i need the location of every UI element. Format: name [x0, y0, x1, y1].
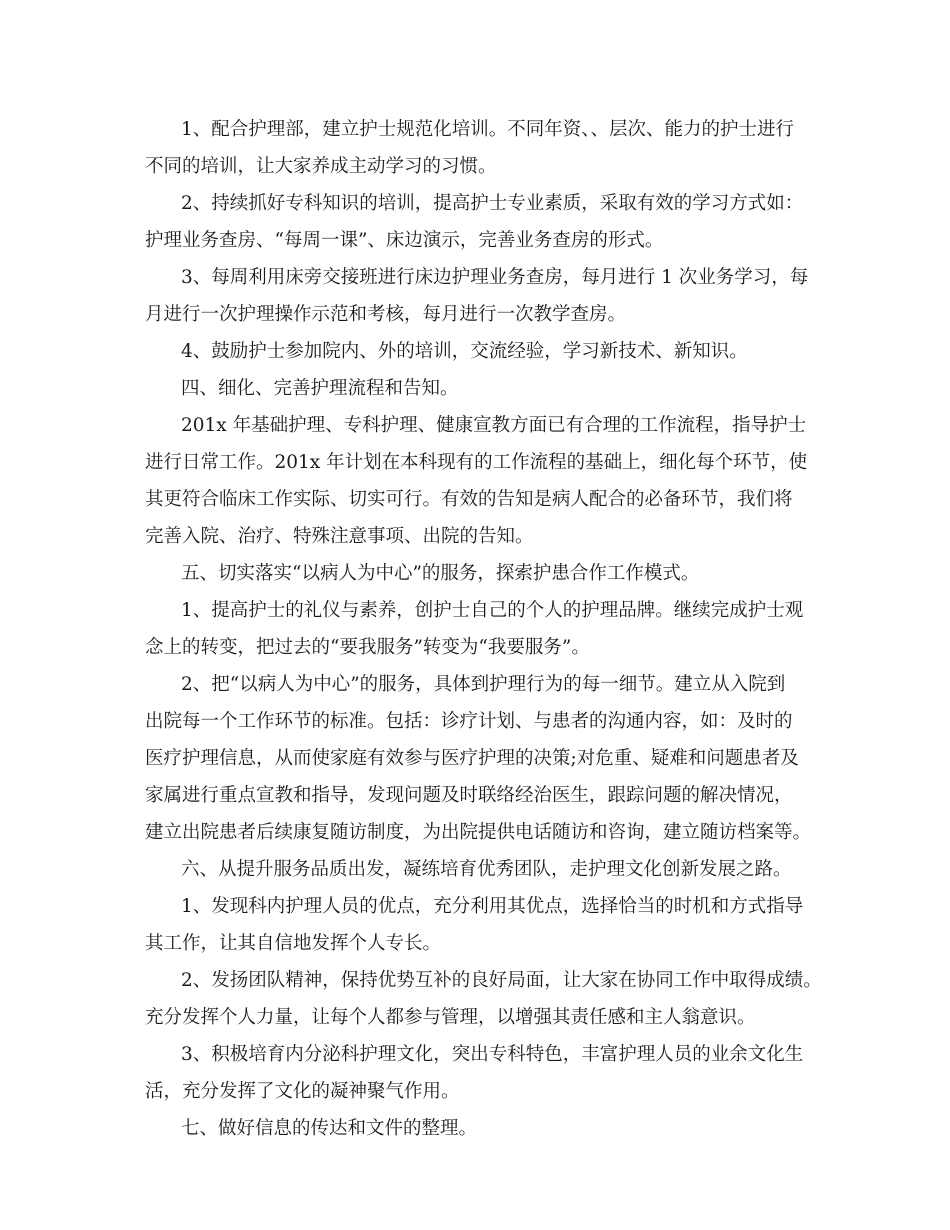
paragraph-line: 完善入院、治疗、特殊注意事项、出院的告知。 [145, 526, 534, 547]
paragraph-line: 进行日常工作。201x 年计划在本科现有的工作流程的基础上，细化每个环节，使 [145, 452, 808, 473]
paragraph-line: 其更符合临床工作实际、切实可行。有效的告知是病人配合的必备环节，我们将 [145, 489, 793, 510]
paragraph-line: 出院每一个工作环节的标准。包括：诊疗计划、与患者的沟通内容，如：及时的 [145, 711, 793, 732]
paragraph-line: 2、发扬团队精神，保持优势互补的良好局面，让大家在协同工作中取得成绩。 [181, 970, 822, 991]
paragraph-line: 医疗护理信息，从而使家庭有效参与医疗护理的决策;对危重、疑难和问题患者及 [145, 748, 799, 769]
paragraph-line: 护理业务查房、“每周一课”、床边演示，完善业务查房的形式。 [145, 230, 664, 251]
paragraph-line: 4、鼓励护士参加院内、外的培训，交流经验，学习新技术、新知识。 [181, 341, 748, 362]
paragraph-line: 201x 年基础护理、专科护理、健康宣教方面已有合理的工作流程，指导护士 [181, 415, 807, 436]
section-heading: 六、从提升服务品质出发，凝练培育优秀团队，走护理文化创新发展之路。 [181, 859, 792, 880]
paragraph-line: 家属进行重点宣教和指导，发现问题及时联络经治医生，跟踪问题的解决情况， [145, 785, 793, 806]
paragraph-line: 其工作，让其自信地发挥个人专长。 [145, 933, 442, 954]
paragraph-line: 月进行一次护理操作示范和考核，每月进行一次教学查房。 [145, 304, 627, 325]
paragraph-line: 念上的转变，把过去的“要我服务”转变为“我要服务”。 [145, 637, 590, 658]
paragraph-line: 1、提高护士的礼仪与素养，创护士自己的个人的护理品牌。继续完成护士观 [181, 600, 804, 621]
paragraph-line: 建立出院患者后续康复随访制度，为出院提供电话随访和咨询，建立随访档案等。 [145, 822, 812, 843]
paragraph-line: 2、持续抓好专科知识的培训，提高护士专业素质，采取有效的学习方式如： [181, 193, 804, 214]
paragraph-line: 充分发挥个人力量，让每个人都参与管理，以增强其责任感和主人翁意识。 [145, 1007, 756, 1028]
paragraph-line: 2、把“以病人为中心”的服务，具体到护理行为的每一细节。建立从入院到 [181, 674, 786, 695]
section-heading: 四、细化、完善护理流程和告知。 [181, 378, 459, 399]
paragraph-line: 3、每周利用床旁交接班进行床边护理业务查房，每月进行 1 次业务学习，每 [181, 267, 809, 288]
paragraph-line: 3、积极培育内分泌科护理文化，突出专科特色，丰富护理人员的业余文化生 [181, 1044, 804, 1065]
paragraph-line: 活，充分发挥了文化的凝神聚气作用。 [145, 1081, 460, 1102]
section-heading: 七、做好信息的传达和文件的整理。 [181, 1118, 478, 1139]
section-heading: 五、切实落实“以病人为中心”的服务，探索护患合作工作模式。 [181, 563, 700, 584]
paragraph-line: 1、配合护理部，建立护士规范化培训。不同年资、、层次、能力的护士进行 [181, 119, 795, 140]
paragraph-line: 不同的培训，让大家养成主动学习的习惯。 [145, 156, 497, 177]
paragraph-line: 1、发现科内护理人员的优点，充分利用其优点，选择恰当的时机和方式指导 [181, 896, 804, 917]
